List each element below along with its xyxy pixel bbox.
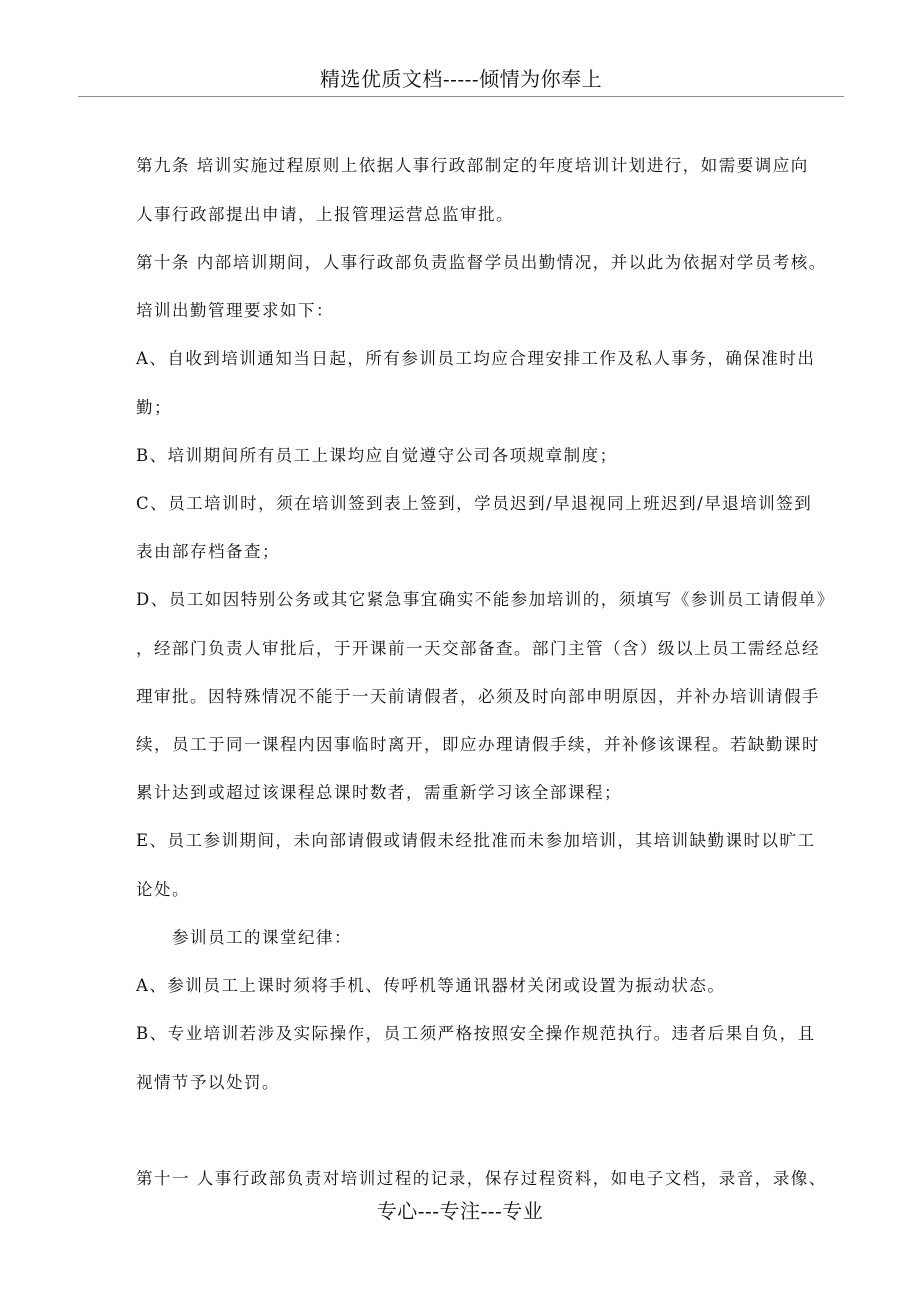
article-10-line-2: 培训出勤管理要求如下： bbox=[136, 301, 334, 320]
item-a-line-1: A、自收到培训通知当日起，所有参训员工均应合理安排工作及私人事务，确保准时出 bbox=[136, 349, 816, 368]
page-header bbox=[78, 64, 844, 97]
item-d-line-2: ，经部门负责人审批后，于开课前一天交部备查。部门主管（含）级以上员工需经总经 bbox=[136, 639, 820, 658]
item-e-line-1: E、员工参训期间，未向部请假或请假未经批准而未参加培训，其培训缺勤课时以旷工 bbox=[136, 831, 816, 850]
item-d-line-5: 累计达到或超过该课程总课时数者，需重新学习该全部课程； bbox=[136, 783, 622, 802]
footer-text: 专心---专注---专业 bbox=[376, 1199, 544, 1223]
item-d-line-1: D、员工如因特别公务或其它紧急事宜确实不能参加培训的，须填写《参训员工请假单》 bbox=[136, 590, 835, 609]
article-11-line-1: 第十一 人事行政部负责对培训过程的记录，保存过程资料，如电子文档，录音，录像、 bbox=[136, 1169, 827, 1188]
article-9-line-2: 人事行政部提出申请，上报管理运营总监审批。 bbox=[136, 205, 514, 224]
article-9-line-1: 第九条 培训实施过程原则上依据人事行政部制定的年度培训计划进行，如需要调应向 bbox=[136, 156, 809, 175]
discipline-a-line-1: A、参训员工上课时须将手机、传呼机等通讯器材关闭或设置为振动状态。 bbox=[136, 976, 726, 995]
item-c-line-2: 表由部存档备查； bbox=[136, 542, 280, 561]
item-e-line-2: 论处。 bbox=[136, 880, 190, 899]
item-a-line-2: 勤； bbox=[136, 398, 172, 417]
discipline-b-line-2: 视情节予以处罚。 bbox=[136, 1073, 280, 1092]
article-10-line-1: 第十条 内部培训期间，人事行政部负责监督学员出勤情况，并以此为依据对学员考核。 bbox=[136, 253, 827, 272]
page-footer bbox=[0, 1196, 920, 1226]
discipline-b-line-1: B、专业培训若涉及实际操作，员工须严格按照安全操作规范执行。违者后果自负，且 bbox=[136, 1024, 816, 1043]
item-d-line-4: 续，员工于同一课程内因事临时离开，即应办理请假手续，并补修该课程。若缺勤课时 bbox=[136, 735, 820, 754]
item-c-line-1: C、员工培训时，须在培训签到表上签到，学员迟到/早退视同上班迟到/早退培训签到 bbox=[136, 494, 813, 513]
discipline-heading: 参训员工的课堂纪律： bbox=[172, 928, 352, 947]
header-title: 精选优质文档-----倾情为你奉上 bbox=[319, 67, 603, 91]
item-b-line-1: B、培训期间所有员工上课均应自觉遵守公司各项规章制度； bbox=[136, 446, 618, 465]
item-d-line-3: 理审批。因特殊情况不能于一天前请假者，必须及时向部申明原因，并补办培训请假手 bbox=[136, 687, 820, 706]
